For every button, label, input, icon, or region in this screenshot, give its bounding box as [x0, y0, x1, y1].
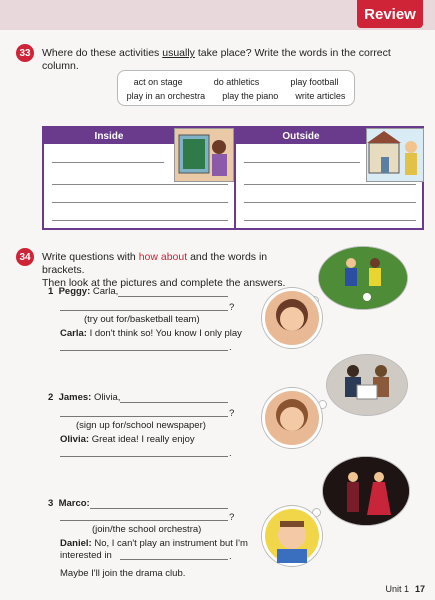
- daniel-avatar: [262, 506, 322, 566]
- item-3-question: 3 Marco:: [48, 498, 90, 509]
- column-divider: [234, 128, 236, 228]
- item-1-reply: Carla: I don't think so! You know I only play: [60, 328, 242, 339]
- page-footer: [385, 584, 425, 594]
- word-do-athletics: do athletics: [213, 77, 260, 87]
- answer-line[interactable]: [244, 184, 416, 185]
- answer-line[interactable]: [52, 220, 228, 221]
- item-3-line-c[interactable]: [120, 559, 228, 560]
- exercise-34-number: 34: [16, 248, 34, 266]
- item-2-line-c[interactable]: [60, 456, 228, 457]
- girl-face-illustration: [265, 291, 319, 345]
- item-2-question: 2 James: Olivia,: [48, 392, 121, 403]
- word-box: [117, 70, 355, 106]
- item-1-line-b[interactable]: [60, 310, 228, 311]
- item-1-line-a[interactable]: [118, 296, 228, 297]
- answer-line[interactable]: [52, 202, 228, 203]
- item-2-line-a[interactable]: [120, 402, 228, 403]
- girl-at-window-illustration: [175, 129, 233, 181]
- actors-on-stage-illustration: [323, 457, 409, 525]
- word-play-in-orchestra: play in an orchestra: [126, 91, 206, 101]
- drama-thought-bubble: [322, 456, 410, 526]
- answer-line[interactable]: [244, 162, 360, 163]
- item-3-line-a[interactable]: [90, 508, 228, 509]
- item-2-reply: Olivia: Great idea! I really enjoy: [60, 434, 195, 445]
- column-header-inside: Inside: [44, 128, 174, 144]
- exercise-34-instruction: Write questions with how about and the words in brackets. Then look at the pictures and complete the answers.: [42, 251, 286, 289]
- football-players-illustration: [319, 247, 407, 309]
- word-play-piano: play the piano: [222, 91, 279, 101]
- item-1-question: 1 Peggy: Carla,: [48, 286, 119, 297]
- football-thought-bubble: [318, 246, 408, 310]
- boy-outside-house-illustration: [367, 129, 423, 181]
- word-play-football: play football: [290, 77, 339, 87]
- inside-outside-table: [42, 126, 424, 230]
- olivia-avatar: [262, 388, 322, 448]
- answer-line[interactable]: [52, 162, 164, 163]
- exercise-33-instruction: Where do these activities usually take place? Write the words in the correct column.: [42, 47, 391, 72]
- exercise-33-number: 33: [16, 44, 34, 62]
- answer-line[interactable]: [52, 184, 228, 185]
- item-2-line-b[interactable]: [60, 416, 228, 417]
- students-with-paper-illustration: [327, 355, 407, 415]
- boy-face-illustration: [265, 509, 319, 563]
- inside-picture: [174, 128, 234, 182]
- answer-line[interactable]: [244, 202, 416, 203]
- column-header-outside: Outside: [236, 128, 366, 144]
- word-act-on-stage: act on stage: [133, 77, 183, 87]
- item-3-hint: (join/the school orchestra): [92, 524, 202, 535]
- outside-picture: [366, 128, 424, 182]
- answer-line[interactable]: [244, 220, 416, 221]
- newspaper-thought-bubble: [326, 354, 408, 416]
- item-1-hint: (try out for/basketball team): [84, 314, 200, 325]
- page-number: 17: [414, 584, 425, 594]
- item-2-hint: (sign up for/school newspaper): [76, 420, 206, 431]
- item-3-reply: Daniel: No, I can't play an instrument but I'm interested in: [60, 538, 248, 561]
- item-1-line-c[interactable]: [60, 350, 228, 351]
- item-3-reply-end: Maybe I'll join the drama club.: [60, 568, 186, 579]
- girl-face-illustration: [265, 391, 319, 445]
- unit-label: Unit 1: [385, 584, 409, 594]
- carla-avatar: [262, 288, 322, 348]
- item-3-line-b[interactable]: [60, 520, 228, 521]
- workbook-page: Review 33 Where do these activities usually take place? Write the words in the correct column. act on stage do athletics play football play in an orchestra play the piano write articles Inside Outside 34 Write questions with how about and the words in brackets. Then look at the pictures and complete the answers. 1 Peggy: Carla, ? (try out for/basketball team) Carla: I don't think so! You know I only play . 2 James: Olivia, ? (sign up for/school newspaper) Olivia: Great idea! I really enjoy . 3 Marco: ? (join/the school orchestra) Daniel: No, I can't play an instrument but I'm interested in . Maybe I'll join the drama club. Unit 1 17: [0, 0, 435, 600]
- review-tab: Review: [357, 0, 423, 28]
- word-write-articles: write articles: [295, 91, 346, 101]
